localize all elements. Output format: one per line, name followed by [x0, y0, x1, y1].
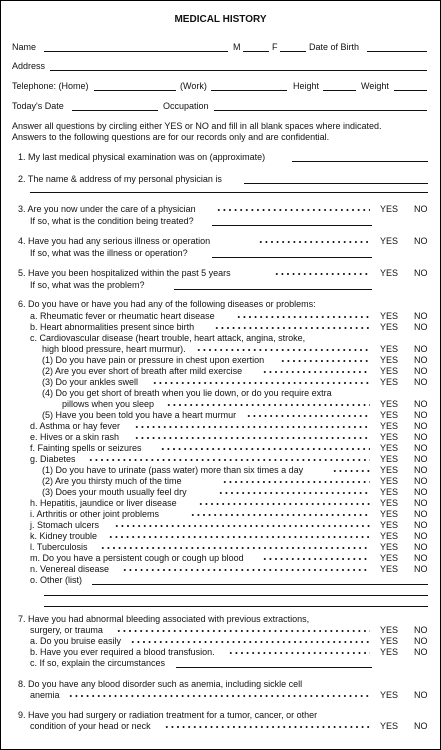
leader-dots	[108, 534, 370, 540]
question-6h	[0, 498, 441, 509]
question-5-followup-text: If so, what was the problem?	[30, 280, 145, 290]
yes-option[interactable]: YES	[380, 690, 399, 700]
yes-option[interactable]: YES	[380, 531, 399, 541]
no-option[interactable]: NO	[414, 399, 428, 409]
question-6c4-continued	[0, 399, 441, 410]
question-8-text: 8. Do you have any blood disorder such as anemia, including sickle cell	[18, 679, 303, 689]
question-4-followup-field[interactable]	[212, 257, 372, 258]
question-6c3	[0, 377, 441, 388]
occupation-field[interactable]	[214, 110, 427, 111]
question-6o-field-line-3[interactable]	[44, 606, 428, 607]
question-7a-text: a. Do you bruise easily	[30, 636, 122, 646]
m-label: M	[233, 42, 241, 52]
no-option[interactable]: NO	[414, 355, 428, 365]
yes-option[interactable]: YES	[380, 236, 399, 246]
no-option[interactable]: NO	[414, 344, 428, 354]
no-option[interactable]: NO	[414, 564, 428, 574]
question-6a-text: a. Rheumatic fever or rheumatic heart disease	[30, 311, 215, 321]
question-7c	[0, 658, 441, 669]
question-6i	[0, 509, 441, 520]
todays-date-field[interactable]	[72, 110, 158, 111]
leader-dots	[160, 446, 370, 452]
question-4-followup	[0, 248, 441, 259]
leader-dots	[228, 650, 370, 656]
yes-option[interactable]: YES	[380, 377, 399, 387]
no-option[interactable]: NO	[414, 476, 428, 486]
question-6c1-text: (1) Do you have pain or pressure in chest upon exertion	[42, 355, 265, 365]
no-option[interactable]: NO	[414, 520, 428, 530]
question-6e	[0, 432, 441, 443]
question-6g3	[0, 487, 441, 498]
question-6g3-text: (3) Does your mouth usually feel dry	[42, 487, 187, 497]
leader-dots	[152, 380, 370, 386]
question-6g2	[0, 476, 441, 487]
yes-option[interactable]: YES	[380, 204, 399, 214]
question-8-continued	[0, 690, 441, 701]
no-option[interactable]: NO	[414, 647, 428, 657]
leader-dots	[122, 567, 370, 573]
no-option[interactable]: NO	[414, 268, 428, 278]
question-6c4-text: (4) Do you get short of breath when you lie down, or do you require extra	[42, 388, 332, 398]
question-9-continued-text: condition of your head or neck	[30, 721, 151, 731]
leader-dots	[222, 479, 370, 485]
question-2-text: 2. The name & address of my personal physician is	[18, 174, 222, 184]
leader-dots	[164, 724, 370, 730]
form-title: MEDICAL HISTORY	[174, 14, 267, 25]
leader-dots	[134, 424, 370, 430]
no-option[interactable]: NO	[414, 721, 428, 731]
dob-label: Date of Birth	[309, 42, 360, 52]
yes-option[interactable]: YES	[380, 721, 399, 731]
no-option[interactable]: NO	[414, 311, 428, 321]
question-6c-text: c. Cardiovascular disease (heart trouble, heart attack, angina, stroke,	[30, 333, 306, 343]
question-4	[0, 236, 441, 247]
leader-dots	[218, 490, 370, 496]
no-option[interactable]: NO	[414, 410, 428, 420]
question-6b	[0, 322, 441, 333]
question-3-followup	[0, 216, 441, 227]
height-label: Height	[293, 81, 320, 91]
no-option[interactable]: NO	[414, 465, 428, 475]
f-label: F	[272, 42, 278, 52]
address-label: Address	[12, 61, 46, 71]
leader-dots	[116, 628, 370, 634]
instructions-line-2: Answers to the following questions are for our records only and are confidential.	[12, 132, 330, 142]
question-6l-text: l. Tuberculosis	[30, 542, 88, 552]
yes-option[interactable]: YES	[380, 399, 399, 409]
name-field[interactable]	[44, 51, 228, 52]
question-6c4	[0, 388, 441, 399]
question-4-followup-text: If so, what was the illness or operation?	[30, 248, 188, 258]
m-field[interactable]	[243, 51, 269, 52]
leader-dots	[166, 402, 370, 408]
question-6d	[0, 421, 441, 432]
leader-dots	[130, 639, 370, 645]
question-6c	[0, 333, 441, 344]
leader-dots	[68, 693, 370, 699]
question-2-field[interactable]	[244, 183, 428, 184]
leader-dots	[262, 556, 370, 562]
question-6l	[0, 542, 441, 553]
no-option[interactable]: NO	[414, 236, 428, 246]
question-5-followup-field[interactable]	[174, 289, 372, 290]
question-3-text: 3. Are you now under the care of a physician	[18, 204, 196, 214]
question-9-continued	[0, 721, 441, 732]
yes-option[interactable]: YES	[380, 322, 399, 332]
question-6m	[0, 553, 441, 564]
question-6c2	[0, 366, 441, 377]
yes-option[interactable]: YES	[380, 268, 399, 278]
yes-option[interactable]: YES	[380, 625, 399, 635]
yes-option[interactable]: YES	[380, 355, 399, 365]
question-6i-text: i. Arthritis or other joint problems	[30, 509, 160, 519]
yes-option[interactable]: YES	[380, 454, 399, 464]
leader-dots	[114, 523, 370, 529]
yes-option[interactable]: YES	[380, 443, 399, 453]
no-option[interactable]: NO	[414, 377, 428, 387]
question-6g1-text: (1) Do you have to urinate (pass water) more than six times a day	[42, 465, 304, 475]
no-option[interactable]: NO	[414, 531, 428, 541]
question-6c-continued-text: high blood pressure, heart murmur).	[42, 344, 186, 354]
question-7c-text: c. If so, explain the circumstances	[30, 658, 166, 668]
leader-dots	[198, 501, 370, 507]
height-field[interactable]	[323, 90, 356, 91]
question-6j-text: j. Stomach ulcers	[30, 520, 100, 530]
question-6c5-text: (5) Have you been told you have a heart murmur	[42, 410, 237, 420]
no-option[interactable]: NO	[414, 204, 428, 214]
question-6o-field[interactable]	[92, 584, 428, 585]
leader-dots	[134, 435, 370, 441]
question-6c-continued	[0, 344, 441, 355]
question-6k-text: k. Kidney trouble	[30, 531, 98, 541]
question-5	[0, 268, 441, 279]
question-3	[0, 204, 441, 215]
yes-option[interactable]: YES	[380, 542, 399, 552]
no-option[interactable]: NO	[414, 690, 428, 700]
no-option[interactable]: NO	[414, 542, 428, 552]
question-6e-text: e. Hives or a skin rash	[30, 432, 120, 442]
question-7-continued	[0, 625, 441, 636]
question-7b	[0, 647, 441, 658]
no-option[interactable]: NO	[414, 509, 428, 519]
question-6d-text: d. Asthma or hay fever	[30, 421, 121, 431]
no-option[interactable]: NO	[414, 421, 428, 431]
question-6c3-text: (3) Do your ankles swell	[42, 377, 139, 387]
question-8	[0, 679, 441, 690]
question-1-text: 1. My last medical physical examination was on (approximate)	[18, 152, 266, 162]
yes-option[interactable]: YES	[380, 344, 399, 354]
question-6g1	[0, 465, 441, 476]
question-6a	[0, 311, 441, 322]
dob-field[interactable]	[367, 51, 427, 52]
question-2	[0, 174, 441, 185]
yes-option[interactable]: YES	[380, 553, 399, 563]
question-7b-text: b. Have you ever required a blood transfusion.	[30, 647, 215, 657]
leader-dots	[274, 271, 370, 277]
no-option[interactable]: NO	[414, 443, 428, 453]
address-field[interactable]	[50, 70, 427, 71]
no-option[interactable]: NO	[414, 432, 428, 442]
leader-dots	[332, 468, 370, 474]
question-6j	[0, 520, 441, 531]
no-option[interactable]: NO	[414, 366, 428, 376]
yes-option[interactable]: YES	[380, 487, 399, 497]
no-option[interactable]: NO	[414, 498, 428, 508]
yes-option[interactable]: YES	[380, 311, 399, 321]
occupation-label: Occupation	[163, 101, 209, 111]
yes-option[interactable]: YES	[380, 421, 399, 431]
question-7	[0, 614, 441, 625]
leader-dots	[196, 347, 370, 353]
no-option[interactable]: NO	[414, 487, 428, 497]
question-6	[0, 299, 441, 310]
question-7-continued-text: surgery, or trauma	[30, 625, 103, 635]
question-5-followup	[0, 280, 441, 291]
question-1-field[interactable]	[292, 161, 428, 162]
question-6b-text: b. Heart abnormalities present since birth	[30, 322, 195, 332]
yes-option[interactable]: YES	[380, 432, 399, 442]
question-6m-text: m. Do you have a persistent cough or cough up blood	[30, 553, 244, 563]
f-field[interactable]	[280, 51, 306, 52]
question-6o-text: o. Other (list)	[30, 575, 83, 585]
question-6c2-text: (2) Are you ever short of breath after mild exercise	[42, 366, 243, 376]
yes-option[interactable]: YES	[380, 647, 399, 657]
yes-option[interactable]: YES	[380, 509, 399, 519]
question-4-text: 4. Have you had any serious illness or operation	[18, 236, 211, 246]
question-6g2-text: (2) Are you thirsty much of the time	[42, 476, 182, 486]
instructions-line-1: Answer all questions by circling either YES or NO and fill in all blank spaces where indicated.	[12, 121, 382, 131]
yes-option[interactable]: YES	[380, 465, 399, 475]
yes-option[interactable]: YES	[380, 636, 399, 646]
telephone-home-label: Telephone: (Home)	[12, 81, 89, 91]
question-6n	[0, 564, 441, 575]
question-7c-field[interactable]	[176, 667, 372, 668]
telephone-work-label: (Work)	[180, 81, 207, 91]
leader-dots	[246, 413, 370, 419]
question-9-text: 9. Have you had surgery or radiation treatment for a tumor, cancer, or other	[18, 710, 318, 720]
no-option[interactable]: NO	[414, 636, 428, 646]
todays-date-label: Today's Date	[12, 101, 64, 111]
question-6c1	[0, 355, 441, 366]
question-6k	[0, 531, 441, 542]
leader-dots	[88, 457, 370, 463]
no-option[interactable]: NO	[414, 625, 428, 635]
leader-dots	[216, 207, 370, 213]
question-6c4-continued-text: pillows when you sleep	[62, 399, 155, 409]
leader-dots	[100, 545, 370, 551]
question-6g-text: g. Diabetes	[30, 454, 76, 464]
question-1	[0, 152, 441, 163]
question-7a	[0, 636, 441, 647]
no-option[interactable]: NO	[414, 553, 428, 563]
question-6g	[0, 454, 441, 465]
question-6o-field-line-2[interactable]	[44, 595, 428, 596]
question-9	[0, 710, 441, 721]
question-6-text: 6. Do you have or have you had any of the following diseases or problems:	[18, 299, 316, 309]
leader-dots	[280, 358, 370, 364]
yes-option[interactable]: YES	[380, 366, 399, 376]
name-label: Name	[12, 42, 37, 52]
leader-dots	[258, 239, 370, 245]
question-8-continued-text: anemia	[30, 690, 60, 700]
leader-dots	[190, 512, 370, 518]
question-6f-text: f. Fainting spells or seizures	[30, 443, 142, 453]
question-6f	[0, 443, 441, 454]
question-3-followup-field[interactable]	[212, 225, 372, 226]
question-6c5	[0, 410, 441, 421]
yes-option[interactable]: YES	[380, 564, 399, 574]
yes-option[interactable]: YES	[380, 476, 399, 486]
yes-option[interactable]: YES	[380, 498, 399, 508]
leader-dots	[262, 369, 370, 375]
no-option[interactable]: NO	[414, 322, 428, 332]
weight-label: Weight	[361, 81, 389, 91]
leader-dots	[236, 314, 370, 320]
yes-option[interactable]: YES	[380, 410, 399, 420]
question-6h-text: h. Hepatitis, jaundice or liver disease	[30, 498, 177, 508]
question-3-followup-text: If so, what is the condition being treated?	[30, 216, 194, 226]
telephone-home-field[interactable]	[94, 90, 176, 91]
telephone-work-field[interactable]	[211, 90, 287, 91]
weight-field[interactable]	[394, 90, 427, 91]
question-5-text: 5. Have you been hospitalized within the past 5 years	[18, 268, 231, 278]
leader-dots	[214, 325, 370, 331]
yes-option[interactable]: YES	[380, 520, 399, 530]
no-option[interactable]: NO	[414, 454, 428, 464]
question-7-text: 7. Have you had abnormal bleeding associated with previous extractions,	[18, 614, 310, 624]
question-2-field-line-2[interactable]	[30, 192, 428, 193]
question-6o	[0, 575, 441, 586]
question-6n-text: n. Venereal disease	[30, 564, 110, 574]
